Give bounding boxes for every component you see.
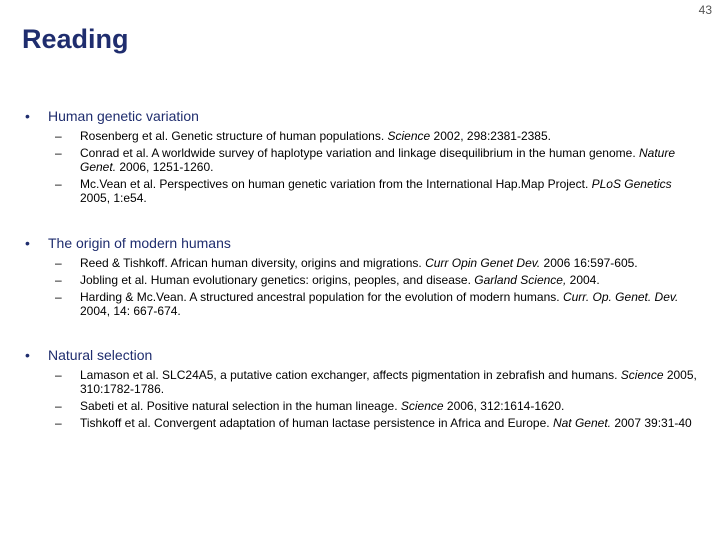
section-heading: The origin of modern humans bbox=[48, 235, 231, 251]
dash-icon: – bbox=[55, 290, 62, 304]
dash-icon: – bbox=[55, 129, 62, 143]
reference-item bbox=[55, 290, 705, 318]
reading-section-natural-selection bbox=[25, 347, 705, 433]
reference-text: Sabeti et al. Positive natural selection in the human lineage. Science 2006, 312:1614-1620. bbox=[80, 399, 565, 413]
reference-text: Conrad et al. A worldwide survey of haplotype variation and linkage disequilibrium in the human genome. Nature Genet. 2006, 1251-1260. bbox=[80, 146, 676, 174]
reference-list bbox=[55, 368, 705, 430]
bullet-icon: • bbox=[25, 108, 30, 124]
reference-text: Tishkoff et al. Convergent adaptation of human lactase persistence in Africa and Europe. Nat Genet. 2007 39:31-40 bbox=[80, 416, 692, 430]
reference-item bbox=[55, 129, 705, 143]
reference-text: Reed & Tishkoff. African human diversity, origins and migrations. Curr Opin Genet Dev. 2006 16:597-605. bbox=[80, 256, 638, 270]
page-number: 43 bbox=[698, 3, 712, 17]
bullet-icon: • bbox=[25, 235, 30, 251]
reference-item bbox=[55, 273, 705, 287]
section-heading: Natural selection bbox=[48, 347, 153, 363]
dash-icon: – bbox=[55, 368, 62, 382]
reference-text: Lamason et al. SLC24A5, a putative cation exchanger, affects pigmentation in zebrafish and humans. Science 2005, 310:1782-1786. bbox=[80, 368, 697, 396]
reference-item bbox=[55, 368, 705, 396]
reference-text: Rosenberg et al. Genetic structure of human populations. Science 2002, 298:2381-2385. bbox=[80, 129, 551, 143]
dash-icon: – bbox=[55, 399, 62, 413]
reference-list bbox=[55, 256, 705, 318]
reference-item bbox=[55, 416, 705, 430]
reference-item bbox=[55, 177, 705, 205]
reading-section-origin-of-modern-humans bbox=[25, 235, 705, 321]
dash-icon: – bbox=[55, 146, 62, 160]
page-title: Reading bbox=[22, 24, 129, 54]
reference-item bbox=[55, 146, 705, 174]
section-heading-row bbox=[25, 108, 705, 124]
reference-text: Jobling et al. Human evolutionary genetics: origins, peoples, and disease. Garland Science, 2004. bbox=[80, 273, 600, 287]
bullet-icon: • bbox=[25, 347, 30, 363]
dash-icon: – bbox=[55, 256, 62, 270]
reference-item bbox=[55, 256, 705, 270]
dash-icon: – bbox=[55, 416, 62, 430]
reference-text: Harding & Mc.Vean. A structured ancestral population for the evolution of modern humans. Curr. Op. Genet. Dev. 2004, 14: 667-674. bbox=[80, 290, 679, 318]
reading-section-human-genetic-variation bbox=[25, 108, 705, 208]
section-heading: Human genetic variation bbox=[48, 108, 199, 124]
reference-text: Mc.Vean et al. Perspectives on human genetic variation from the International Hap.Map Project. PLoS Genetics 2005, 1:e54. bbox=[80, 177, 672, 205]
dash-icon: – bbox=[55, 273, 62, 287]
section-heading-row bbox=[25, 235, 705, 251]
section-heading-row bbox=[25, 347, 705, 363]
reference-list bbox=[55, 129, 705, 205]
reference-item bbox=[55, 399, 705, 413]
dash-icon: – bbox=[55, 177, 62, 191]
